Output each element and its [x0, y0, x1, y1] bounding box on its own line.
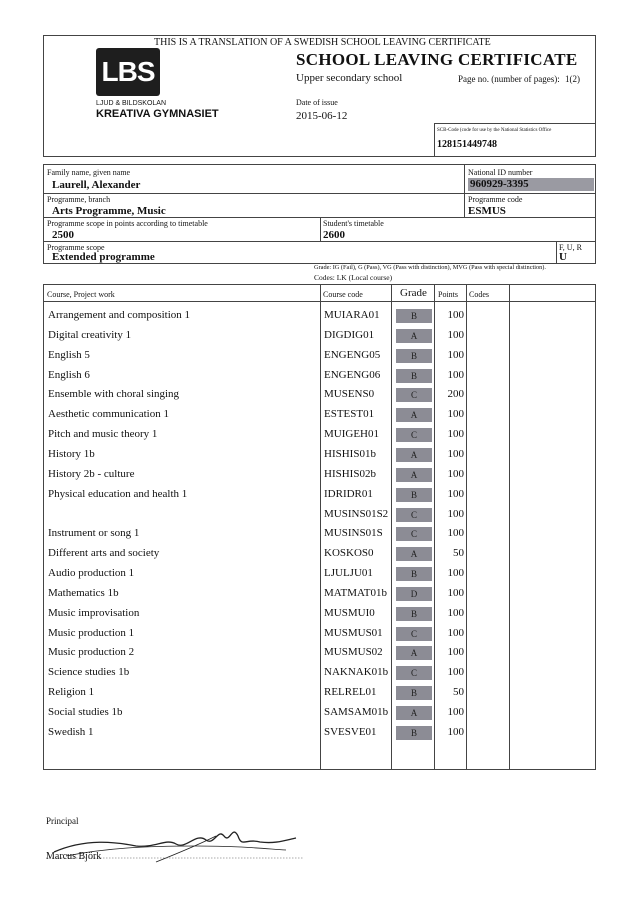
- table-row: [44, 564, 595, 584]
- points-value: 200: [447, 388, 464, 401]
- grade-value: B: [396, 349, 432, 363]
- table-row: [44, 683, 595, 703]
- programme-code-label: Programme code: [468, 195, 523, 204]
- name-label: Family name, given name: [47, 168, 131, 177]
- course-name: Audio production 1: [48, 567, 135, 580]
- course-code: MUSMUS01: [324, 626, 383, 639]
- programme-scope-label: Programme scope: [47, 243, 105, 252]
- course-code: KOSKOS0: [324, 547, 374, 560]
- table-row: [44, 465, 595, 485]
- course-name: Digital creativity 1: [48, 328, 132, 341]
- table-row: [44, 604, 595, 624]
- course-name: Science studies 1b: [48, 666, 130, 679]
- course-name: Swedish 1: [48, 725, 94, 738]
- course-code: HISHIS01b: [324, 447, 376, 460]
- course-name: Ensemble with choral singing: [48, 388, 180, 401]
- course-code: MUIGEH01: [324, 428, 379, 441]
- points-value: 100: [447, 725, 464, 738]
- column-header-points: Points: [438, 290, 459, 299]
- scope-points-label: Programme scope in points according to timetable: [47, 219, 208, 228]
- programme-scope-value: Extended programme: [52, 251, 155, 263]
- table-row: [44, 366, 595, 386]
- course-name: Religion 1: [48, 686, 95, 699]
- table-row: [44, 346, 595, 366]
- table-row: [44, 505, 595, 525]
- points-value: 100: [447, 666, 464, 679]
- course-name: Instrument or song 1: [48, 527, 140, 540]
- national-id-value: 960929-3395: [468, 178, 594, 191]
- programme-branch-label: Programme, branch: [47, 195, 111, 204]
- points-value: 50: [453, 547, 464, 560]
- course-code: NAKNAK01b: [324, 666, 389, 679]
- column-header-grade: Grade: [400, 287, 427, 299]
- course-code: ENGENG06: [324, 368, 381, 381]
- codes-legend: Codes: LK (Local course): [314, 273, 393, 282]
- grade-value: B: [396, 567, 432, 581]
- grade-value: C: [396, 627, 432, 641]
- points-value: 100: [447, 626, 464, 639]
- course-name: Social studies 1b: [48, 706, 123, 718]
- table-row: [44, 624, 595, 644]
- principal-label: Principal: [46, 816, 79, 826]
- principal-name: Marcus Björk: [46, 851, 102, 862]
- date-of-issue-label: Date of issue: [296, 98, 338, 107]
- page-number-value: 1(2): [565, 74, 580, 84]
- course-table: [43, 284, 596, 770]
- table-row: [44, 445, 595, 465]
- course-code: MUSMUS02: [324, 646, 383, 659]
- course-code: MUSENS0: [324, 388, 375, 401]
- course-code: MATMAT01b: [324, 586, 387, 599]
- table-row: [44, 723, 595, 743]
- date-of-issue-value: 2015-06-12: [296, 110, 348, 122]
- table-row: [44, 405, 595, 425]
- grade-value: A: [396, 468, 432, 482]
- course-code: HISHIS02b: [324, 467, 376, 480]
- grade-value: A: [396, 646, 432, 660]
- points-value: 100: [447, 606, 464, 619]
- scope-points-value: 2500: [52, 229, 74, 241]
- grade-value: B: [396, 726, 432, 740]
- grade-value: B: [396, 309, 432, 323]
- column-header-codes: Codes: [469, 290, 489, 299]
- grade-value: D: [396, 587, 432, 601]
- grade-value: B: [396, 488, 432, 502]
- grade-value: A: [396, 547, 432, 561]
- grade-legend: Grade: IG (Fail), G (Pass), VG (Pass with distinction), MVG (Pass with special distinction).: [314, 264, 546, 271]
- points-value: 100: [447, 467, 464, 480]
- course-name: Physical education and health 1: [48, 487, 188, 500]
- points-value: 100: [447, 408, 464, 421]
- points-value: 100: [447, 309, 464, 321]
- student-info-block: [43, 164, 596, 264]
- programme-branch-value: Arts Programme, Music: [52, 205, 166, 217]
- timetable-value: 2600: [323, 229, 345, 241]
- course-name: History 1b: [48, 447, 95, 460]
- course-name: Mathematics 1b: [48, 586, 119, 599]
- programme-code-value: ESMUS: [468, 205, 506, 217]
- fur-value: U: [559, 251, 567, 263]
- course-code: DIGDIG01: [324, 328, 375, 341]
- points-value: 100: [447, 507, 464, 520]
- table-row: [44, 703, 595, 723]
- grade-value: C: [396, 508, 432, 522]
- course-code: ESTEST01: [324, 408, 375, 421]
- scb-code-label: SCB-Code (code for use by the National Statistics Office: [437, 128, 552, 133]
- page-number-label: Page no. (number of pages):: [458, 74, 560, 84]
- translation-notice: THIS IS A TRANSLATION OF A SWEDISH SCHOOL LEAVING CERTIFICATE: [154, 37, 491, 48]
- course-code: MUIARA01: [324, 309, 380, 321]
- points-value: 100: [447, 527, 464, 540]
- course-name: Aesthetic communication 1: [48, 408, 169, 421]
- grade-value: B: [396, 369, 432, 383]
- table-row: [44, 663, 595, 683]
- course-name: Pitch and music theory 1: [48, 428, 158, 441]
- course-name: English 6: [48, 368, 90, 381]
- table-row: [44, 544, 595, 564]
- national-id-label: National ID number: [468, 168, 533, 177]
- grade-value: A: [396, 408, 432, 422]
- course-code: IDRIDR01: [324, 487, 373, 500]
- course-name: Different arts and society: [48, 547, 160, 560]
- table-row: [44, 385, 595, 405]
- points-value: 100: [447, 348, 464, 361]
- course-code: RELREL01: [324, 686, 377, 699]
- points-value: 100: [447, 487, 464, 500]
- course-code: SVESVE01: [324, 725, 377, 738]
- course-code: LJULJU01: [324, 567, 373, 580]
- table-row: [44, 584, 595, 604]
- course-name: Music production 1: [48, 626, 135, 639]
- grade-value: C: [396, 428, 432, 442]
- table-row: [44, 485, 595, 505]
- table-row: [44, 425, 595, 445]
- table-row: [44, 326, 595, 346]
- grade-value: B: [396, 686, 432, 700]
- points-value: 100: [447, 586, 464, 599]
- course-code: MUSINS01S2: [324, 507, 389, 520]
- grade-value: A: [396, 329, 432, 343]
- grade-value: B: [396, 607, 432, 621]
- table-row: [44, 643, 595, 663]
- grade-value: A: [396, 706, 432, 720]
- fur-label: F, U, R: [559, 243, 582, 252]
- course-code: MUSINS01S: [324, 527, 383, 540]
- table-row: [44, 306, 595, 326]
- table-row: [44, 524, 595, 544]
- points-value: 100: [447, 706, 464, 718]
- points-value: 50: [453, 686, 464, 699]
- course-code: ENGENG05: [324, 348, 381, 361]
- timetable-label: Student's timetable: [323, 219, 384, 228]
- points-value: 100: [447, 368, 464, 381]
- school-logo-mark: LBS: [96, 48, 160, 96]
- scb-code-value: 128151449748: [437, 139, 497, 150]
- document-title: SCHOOL LEAVING CERTIFICATE: [296, 50, 578, 69]
- course-name: Arrangement and composition 1: [48, 309, 191, 321]
- grade-value: C: [396, 388, 432, 402]
- course-name: History 2b - culture: [48, 467, 135, 480]
- course-code: SAMSAM01b: [324, 706, 389, 718]
- grade-value: A: [396, 448, 432, 462]
- course-name: Music production 2: [48, 646, 135, 659]
- points-value: 100: [447, 567, 464, 580]
- document-subtitle: Upper secondary school: [296, 72, 403, 84]
- grade-value: C: [396, 527, 432, 541]
- logo-line2: KREATIVA GYMNASIET: [96, 108, 219, 120]
- points-value: 100: [447, 646, 464, 659]
- column-header-code: Course code: [323, 290, 363, 299]
- points-value: 100: [447, 328, 464, 341]
- points-value: 100: [447, 428, 464, 441]
- grade-value: C: [396, 666, 432, 680]
- course-name: English 5: [48, 348, 90, 361]
- points-value: 100: [447, 447, 464, 460]
- course-name: Music improvisation: [48, 606, 140, 619]
- logo-line1: LJUD & BILDSKOLAN: [96, 100, 167, 107]
- course-code: MUSMUI0: [324, 606, 375, 619]
- column-header-course: Course, Project work: [47, 290, 115, 299]
- name-value: Laurell, Alexander: [52, 179, 141, 191]
